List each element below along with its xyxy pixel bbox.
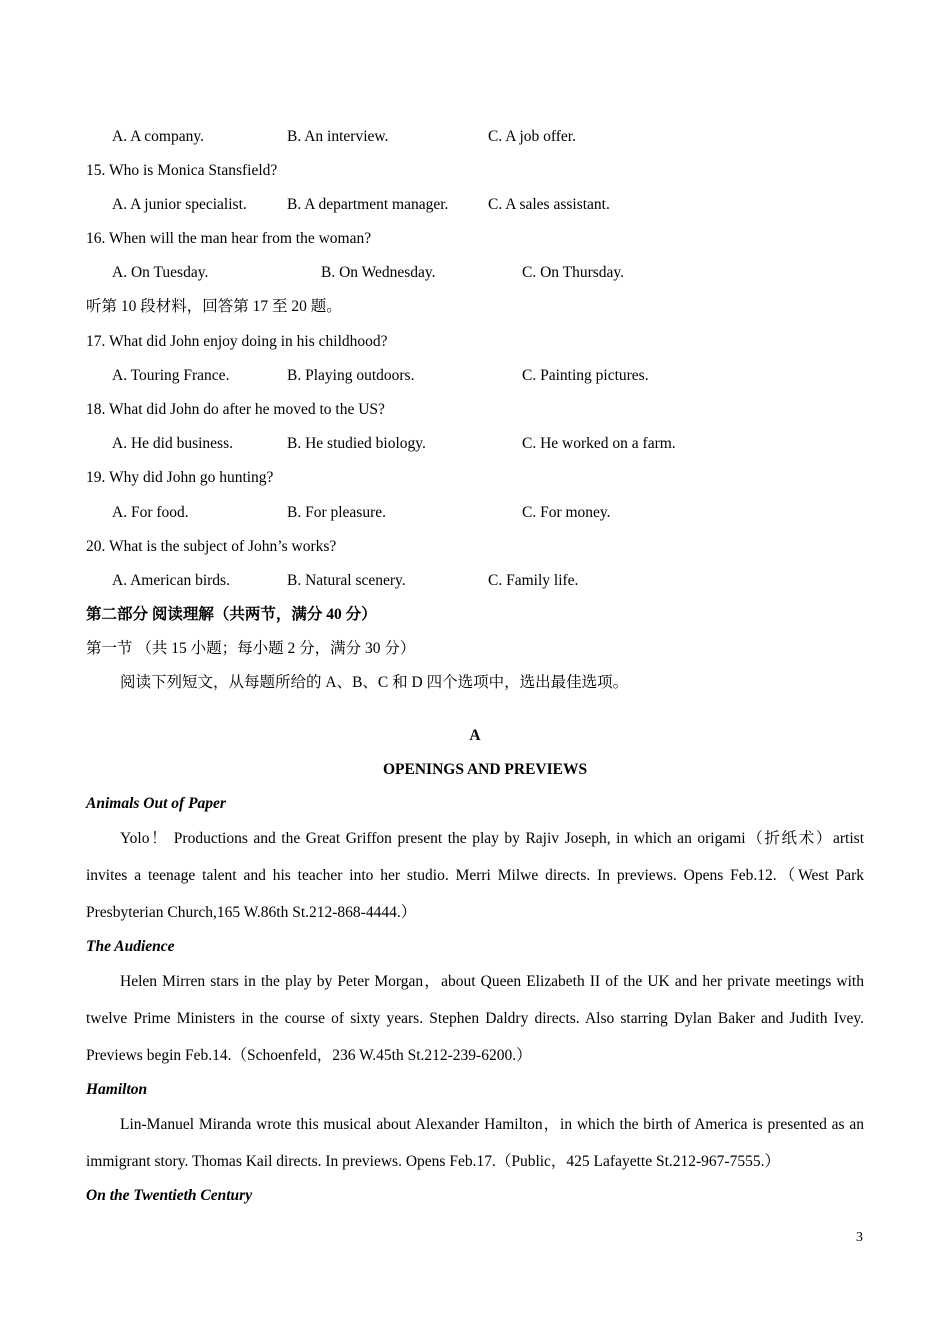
q17-option-b: B. Playing outdoors. (287, 367, 415, 384)
q19-option-c: C. For money. (522, 504, 611, 521)
q14-option-b: B. An interview. (287, 128, 389, 145)
page-number: 3 (856, 1230, 863, 1245)
q20-option-c: C. Family life. (488, 572, 579, 589)
q20-question: 20. What is the subject of John’s works? (86, 538, 337, 555)
q15-question: 15. Who is Monica Stansfield? (86, 162, 278, 179)
q19-option-a: A. For food. (112, 504, 189, 521)
item-body-animals: Yolo！ Productions and the Great Griffon present the play by Rajiv Joseph, in which an origami（折纸术）artist invites a teenage talent and his teacher into her studio. Merri Milwe directs. In previews. Opens Feb.12.（West Park Presbyterian Church,165 W.86th St.212-868-4444.） (86, 830, 864, 921)
q18-option-a: A. He did business. (112, 435, 233, 452)
listening-instruction-10: 听第 10 段材料，回答第 17 至 20 题。 (86, 298, 342, 315)
q20-option-b: B. Natural scenery. (287, 572, 406, 589)
q17-question: 17. What did John enjoy doing in his childhood? (86, 333, 388, 350)
q18-question: 18. What did John do after he moved to the US? (86, 401, 385, 418)
passage-title: OPENINGS AND PREVIEWS (383, 761, 588, 778)
q15-option-b: B. A department manager. (287, 196, 449, 213)
q14-option-a: A. A company. (112, 128, 204, 145)
q15-option-a: A. A junior specialist. (112, 196, 247, 213)
item-title-audience: The Audience (86, 938, 175, 955)
q19-option-b: B. For pleasure. (287, 504, 387, 521)
q17-option-a: A. Touring France. (112, 367, 230, 384)
passage-letter: A (469, 727, 481, 744)
q17-option-c: C. Painting pictures. (522, 367, 649, 384)
q16-option-c: C. On Thursday. (522, 264, 625, 281)
q19-question: 19. Why did John go hunting? (86, 469, 274, 486)
q16-question: 16. When will the man hear from the woman? (86, 230, 372, 247)
q16-option-a: A. On Tuesday. (112, 264, 209, 281)
reading-instruction: 阅读下列短文，从每题所给的 A、B、C 和 D 四个选项中，选出最佳选项。 (120, 674, 629, 691)
q16-option-b: B. On Wednesday. (321, 264, 436, 281)
q18-option-c: C. He worked on a farm. (522, 435, 676, 452)
item-title-hamilton: Hamilton (86, 1081, 148, 1098)
item-body-audience: Helen Mirren stars in the play by Peter Morgan，about Queen Elizabeth II of the UK and her private meetings with twelve Prime Ministers in the course of sixty years. Stephen Daldry directs. Also starring Dylan Baker and Judith Ivey. Previews begin Feb.14.（Schoenfeld，236 W.45th St.212-239-6200.） (86, 973, 864, 1064)
q18-option-b: B. He studied biology. (287, 435, 426, 452)
item-title-twentieth-century: On the Twentieth Century (86, 1187, 253, 1204)
q15-option-c: C. A sales assistant. (488, 196, 610, 213)
item-title-animals: Animals Out of Paper (86, 795, 226, 812)
reading-part-heading: 第二部分 阅读理解（共两节，满分 40 分） (86, 606, 377, 623)
q20-option-a: A. American birds. (112, 572, 230, 589)
q14-option-c: C. A job offer. (488, 128, 576, 145)
reading-section-heading: 第一节 （共 15 小题；每小题 2 分，满分 30 分） (86, 640, 416, 657)
item-body-hamilton: Lin-Manuel Miranda wrote this musical about Alexander Hamilton，in which the birth of America is presented as an immigrant story. Thomas Kail directs. In previews. Opens Feb.17.（Public，425 Lafayette St.212-967-7555.） (86, 1116, 864, 1170)
